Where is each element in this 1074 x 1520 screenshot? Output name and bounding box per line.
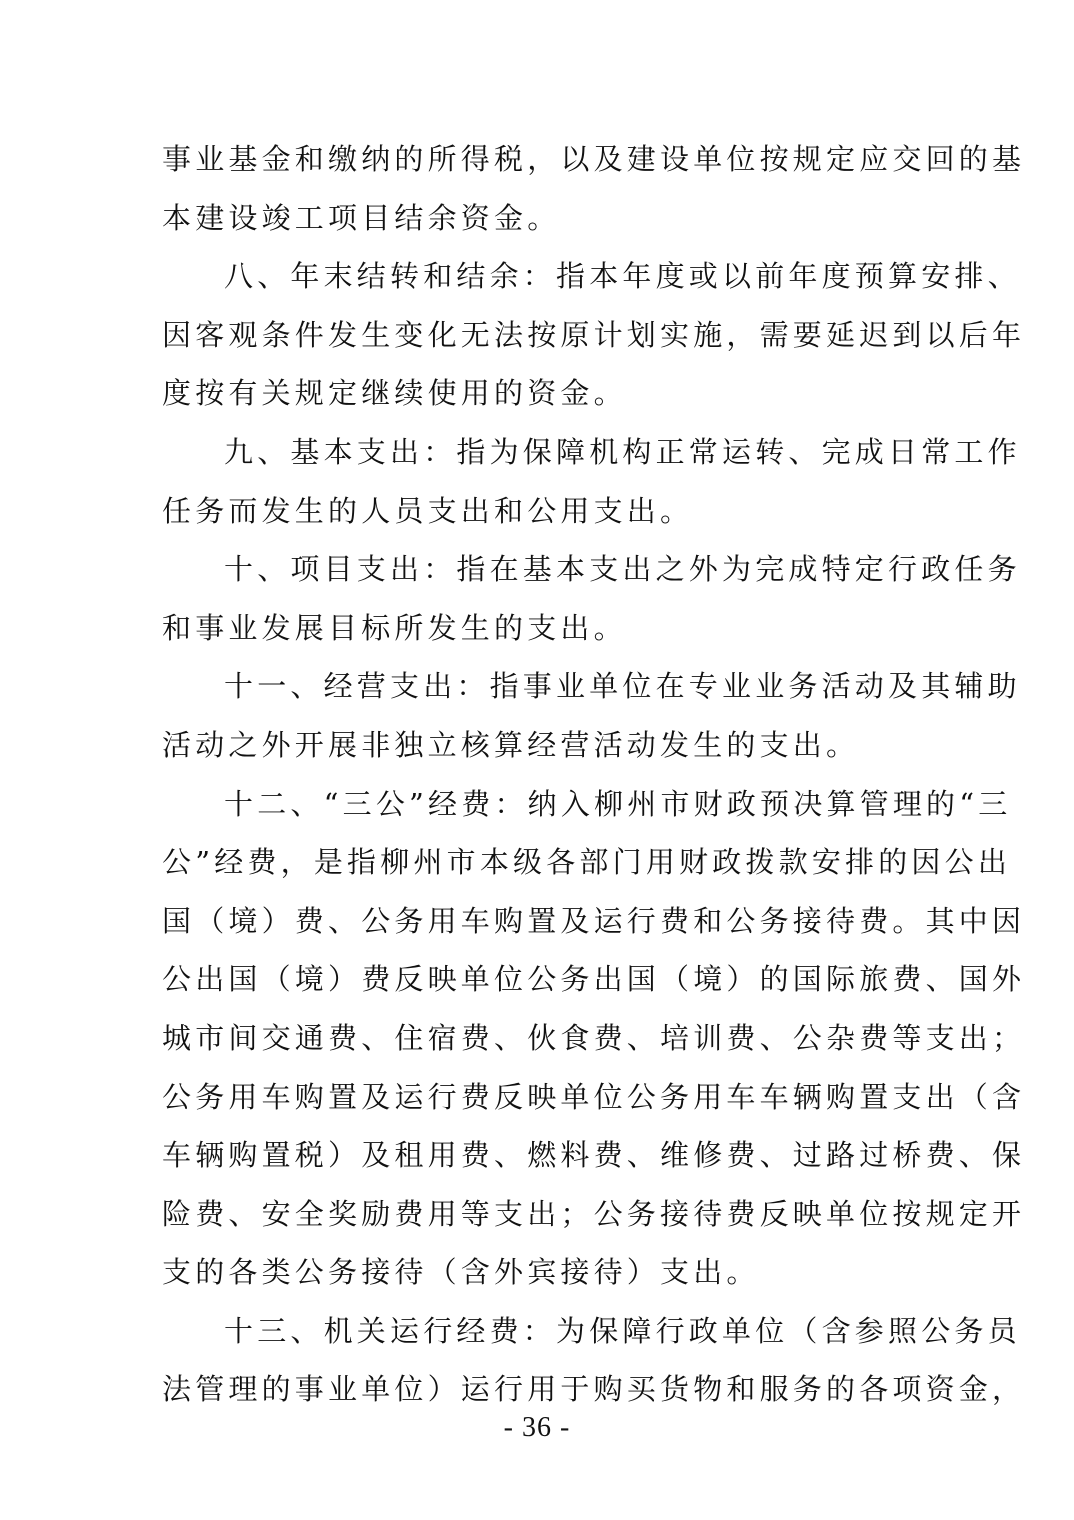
text-line: 法管理的事业单位）运行用于购买货物和服务的各项资金， xyxy=(162,1372,1026,1407)
text-line: 公务用车购置及运行费反映单位公务用车车辆购置支出（含 xyxy=(162,1079,1026,1114)
text-line: 活动之外开展非独立核算经营活动发生的支出。 xyxy=(162,727,860,762)
text-line: 险费、安全奖励费用等支出；公务接待费反映单位按规定开 xyxy=(162,1196,1026,1231)
section-heading-line: 八、年末结转和结余：指本年度或以前年度预算安排、 xyxy=(224,259,1021,294)
text-line: 本建设竣工项目结余资金。 xyxy=(162,200,561,235)
text-line: 公”经费，是指柳州市本级各部门用财政拨款安排的因公出 xyxy=(162,845,1012,880)
text-line: 支的各类公务接待（含外宾接待）支出。 xyxy=(162,1255,760,1290)
text-line: 因客观条件发生变化无法按原计划实施，需要延迟到以后年 xyxy=(162,317,1026,352)
text-line: 国（境）费、公务用车购置及运行费和公务接待费。其中因 xyxy=(162,903,1026,938)
text-line: 城市间交通费、住宿费、伙食费、培训费、公杂费等支出； xyxy=(162,1020,1026,1055)
page-number: - 36 - xyxy=(503,1412,571,1443)
text-line: 和事业发展目标所发生的支出。 xyxy=(162,610,627,645)
document-body xyxy=(162,130,1026,1419)
text-line: 任务而发生的人员支出和公用支出。 xyxy=(162,493,694,528)
section-heading-line: 十、项目支出：指在基本支出之外为完成特定行政任务 xyxy=(224,552,1021,587)
section-heading-line: 十三、机关运行经费：为保障行政单位（含参照公务员 xyxy=(224,1313,1021,1348)
text-line: 度按有关规定继续使用的资金。 xyxy=(162,376,627,411)
section-heading-line: 十一、经营支出：指事业单位在专业业务活动及其辅助 xyxy=(224,669,1021,704)
text-line: 事业基金和缴纳的所得税，以及建设单位按规定应交回的基 xyxy=(162,142,1026,176)
text-line: 车辆购置税）及租用费、燃料费、维修费、过路过桥费、保 xyxy=(162,1138,1026,1173)
section-heading-line: 十二、“三公”经费：纳入柳州市财政预决算管理的“三 xyxy=(224,786,1012,821)
text-line: 公出国（境）费反映单位公务出国（境）的国际旅费、国外 xyxy=(162,962,1026,997)
section-heading-line: 九、基本支出：指为保障机构正常运转、完成日常工作 xyxy=(224,434,1021,469)
